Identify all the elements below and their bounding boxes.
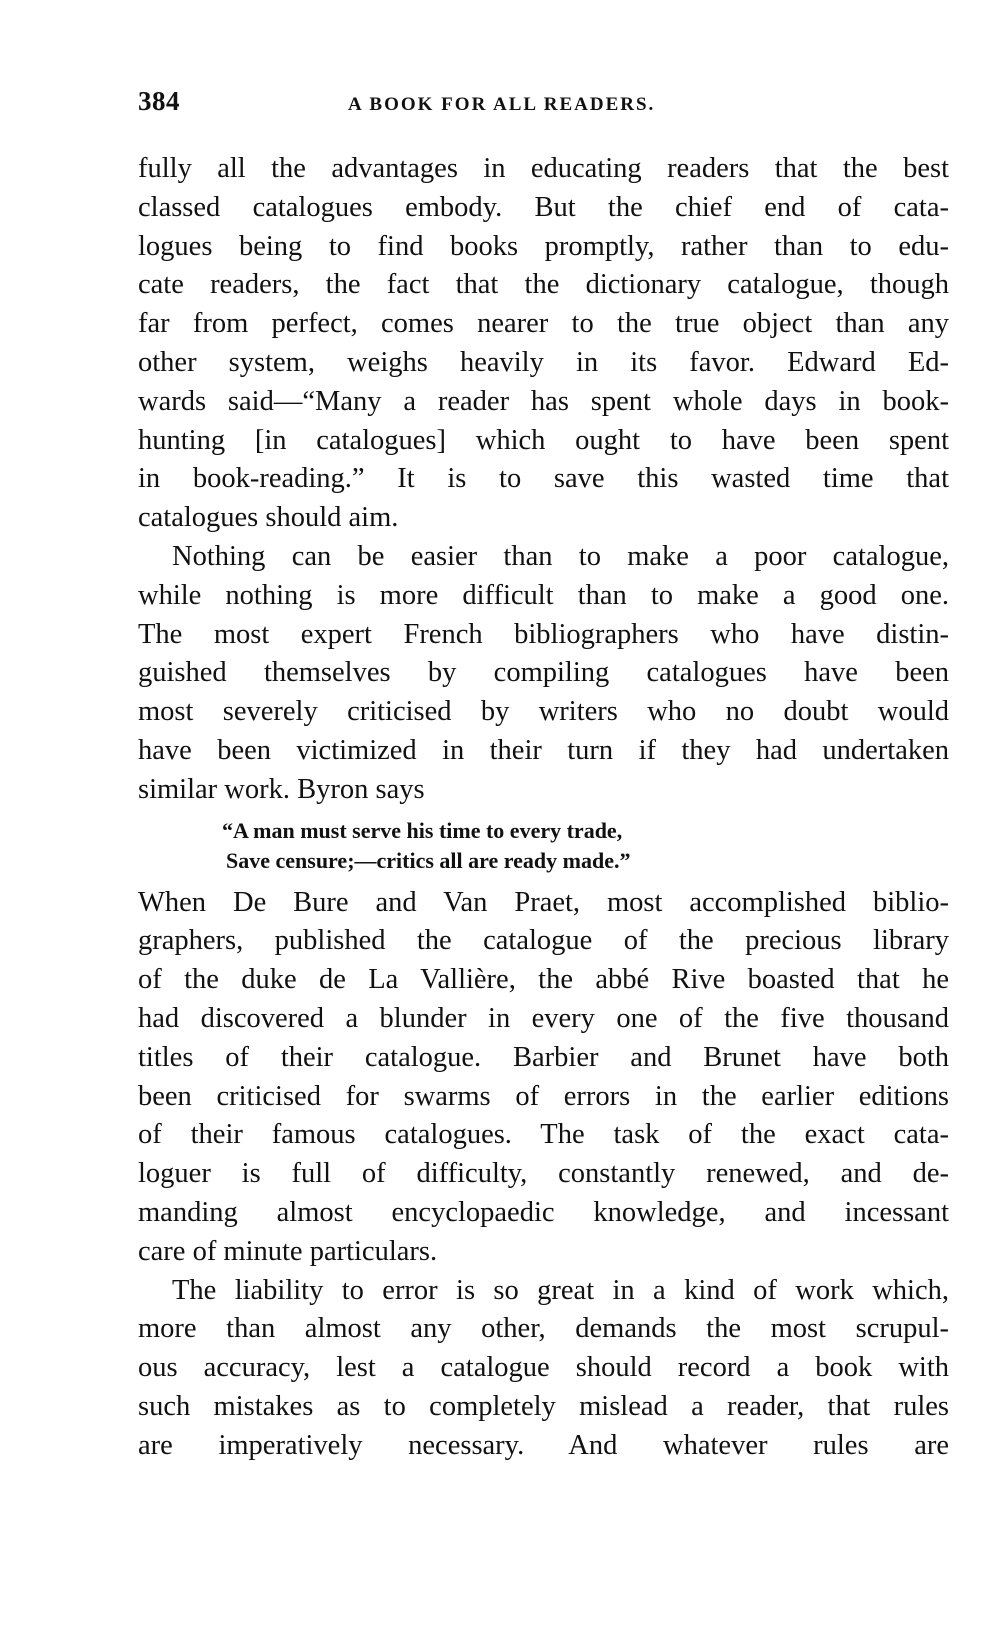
paragraph-2: [138, 538, 949, 810]
paragraph-1: [138, 150, 949, 538]
text-line: other system, weighs heavily in its favor. Edward Ed-: [138, 346, 949, 378]
text-line: loguer is full of difficulty, constantly renewed, and de-: [138, 1158, 949, 1190]
text-line: When De Bure and Van Praet, most accomplished biblio-: [138, 886, 949, 918]
text-line: ous accuracy, lest a catalogue should record a book with: [138, 1352, 949, 1384]
text-line: The most expert French bibliographers who have distin-: [138, 618, 949, 650]
text-line: are imperatively necessary. And whatever rules are: [138, 1429, 949, 1461]
text-line: more than almost any other, demands the most scrupul-: [138, 1313, 949, 1345]
body-text: [138, 150, 949, 1466]
text-line: been criticised for swarms of errors in the earlier editions: [138, 1080, 949, 1112]
text-line: Nothing can be easier than to make a poor catalogue,: [172, 540, 949, 572]
text-line: fully all the advantages in educating readers that the best: [138, 153, 949, 184]
text-line: graphers, published the catalogue of the precious library: [138, 925, 949, 957]
paragraph-3: [138, 884, 949, 1272]
text-line: titles of their catalogue. Barbier and Brunet have both: [138, 1041, 949, 1073]
verse-line: “A man must serve his time to every trade,: [222, 817, 623, 843]
text-line: logues being to find books promptly, rather than to edu-: [138, 230, 949, 262]
text-line: most severely criticised by writers who no doubt would: [138, 696, 949, 728]
text-line: of the duke de La Vallière, the abbé Rive boasted that he: [138, 964, 949, 996]
text-line: had discovered a blunder in every one of the five thousand: [138, 1002, 949, 1034]
text-line: guished themselves by compiling catalogues have been: [138, 657, 949, 689]
paragraph-4: [138, 1272, 949, 1466]
text-line: wards said—“Many a reader has spent whole days in book-: [138, 385, 949, 417]
text-line: The liability to error is so great in a kind of work which,: [172, 1274, 949, 1306]
text-line: manding almost encyclopaedic knowledge, and incessant: [138, 1196, 949, 1228]
text-line: care of minute particulars.: [138, 1235, 438, 1267]
text-line: far from perfect, comes nearer to the true object than any: [138, 308, 949, 340]
text-line: in book-reading.” It is to save this wasted time that: [138, 463, 949, 495]
text-line: catalogues should aim.: [138, 502, 399, 534]
text-line: hunting [in catalogues] which ought to have been spent: [138, 424, 949, 456]
text-line: have been victimized in their turn if they had undertaken: [138, 734, 949, 766]
text-line: of their famous catalogues. The task of the exact cata-: [138, 1119, 949, 1151]
page-number: 384: [138, 86, 180, 116]
running-head: A BOOK FOR ALL READERS.: [348, 94, 656, 115]
text-line: cate readers, the fact that the dictionary catalogue, though: [138, 269, 949, 301]
text-line: while nothing is more difficult than to make a good one.: [138, 579, 949, 611]
verse-quotation: [138, 816, 949, 876]
verse-line: Save censure;—critics all are ready made.”: [226, 847, 631, 873]
page-header: [138, 86, 948, 126]
text-line: similar work. Byron says: [138, 773, 425, 805]
text-line: classed catalogues embody. But the chief end of cata-: [138, 191, 949, 223]
text-line: such mistakes as to completely mislead a reader, that rules: [138, 1390, 949, 1422]
